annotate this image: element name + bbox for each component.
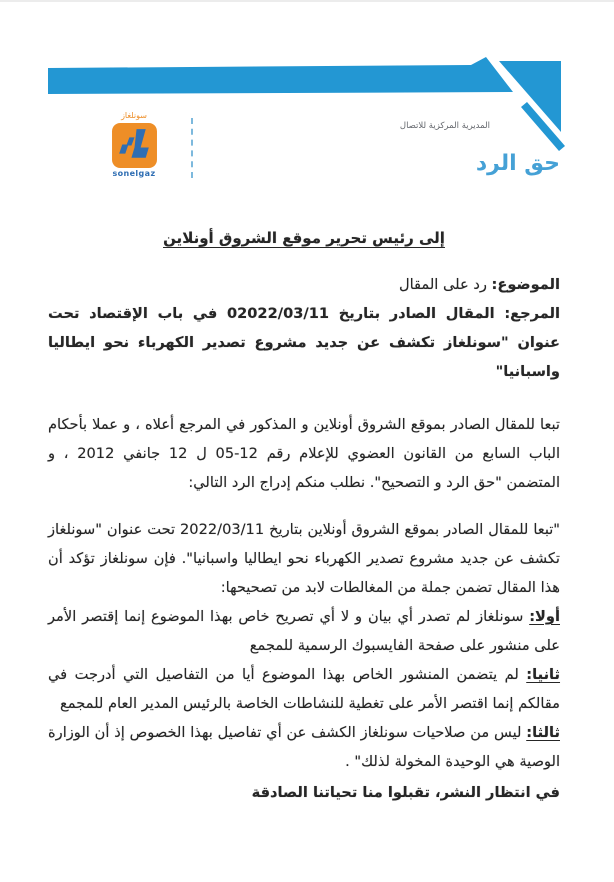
intro-paragraph: تبعا للمقال الصادر بموقع الشروق أونلاين و المذكور في المرجع أعلاه ، و عملا بأحكام الباب السابع من القانون العضوي للإعلام رقم 12-05 ل 12 جانفي 2012 ، و المتضمن "حق الرد و التصحيح". نطلب منكم إدراج الرد التالي: bbox=[48, 416, 560, 491]
ribbon-band bbox=[48, 57, 513, 94]
sonelgaz-logo bbox=[106, 111, 162, 179]
logo-arabic-name: سونلغاز bbox=[121, 111, 147, 120]
subject-line bbox=[48, 270, 560, 299]
ribbon-corner-triangle bbox=[499, 61, 561, 132]
document-title: حق الرد bbox=[475, 151, 560, 176]
subject-value: رد على المقال bbox=[398, 276, 487, 293]
letter-body bbox=[48, 224, 560, 807]
point-third-label: ثالثا: bbox=[526, 724, 560, 741]
sonelgaz-logo-icon bbox=[111, 122, 158, 169]
quoted-reply-intro: "تبعا للمقال الصادر بموقع الشروق أونلاين بتاريخ 2022/03/11 تحت عنوان "سونلغاز تكشف عن جديد مشروع تصدير الكهرباء نحو ايطاليا واسبانيا". فإن سونلغاز تؤكد أن هذا المقال تضمن جملة من المغالطات لابد من تصحيحها: bbox=[48, 521, 560, 596]
reference-label: المرجع: bbox=[504, 305, 561, 322]
recipient-line: إلى رئيس تحرير موقع الشروق أونلاين bbox=[163, 229, 445, 247]
point-first-label: أولا: bbox=[529, 608, 560, 625]
point-second-label: ثانيا: bbox=[526, 666, 561, 683]
subject-label: الموضوع: bbox=[491, 276, 560, 293]
header-divider-line bbox=[191, 118, 193, 178]
logo-latin-name: sonelgaz bbox=[112, 169, 156, 178]
reference-value: المقال الصادر بتاريخ 02022/03/11 في باب الإقتصاد تحت عنوان "سونلغاز تكشف عن جديد مشروع تصدير الكهرباء نحو ايطاليا واسبانيا" bbox=[48, 305, 560, 380]
point-second bbox=[48, 660, 560, 718]
point-first-text: سونلغاز لم تصدر أي بيان و لا أي تصريح خاص بهذا الموضوع إنما إقتصر الأمر على منشور على صفحة الفايسبوك الرسمية للمجمع bbox=[48, 608, 560, 654]
point-second-text: لم يتضمن المنشور الخاص بهذا الموضوع أيا من التفاصيل التي أدرجت في مقالكم إنما اقتصر الأمر على تغطية للنشاطات الخاصة بالرئيس المدير العام للمجمع bbox=[48, 666, 560, 712]
point-third bbox=[48, 718, 560, 776]
reference-line bbox=[48, 299, 560, 386]
point-first bbox=[48, 602, 560, 660]
directorate-label: المديرية المركزية للاتصال bbox=[399, 121, 490, 131]
closing-line: في انتظار النشر، تقبلوا منا تحياتنا الصادقة bbox=[251, 784, 560, 801]
point-third-text: ليس من صلاحيات سونلغاز الكشف عن أي تفاصيل بهذا الخصوص إذ أن الوزارة الوصية هي الوحيدة المخولة لذلك" . bbox=[48, 724, 560, 770]
